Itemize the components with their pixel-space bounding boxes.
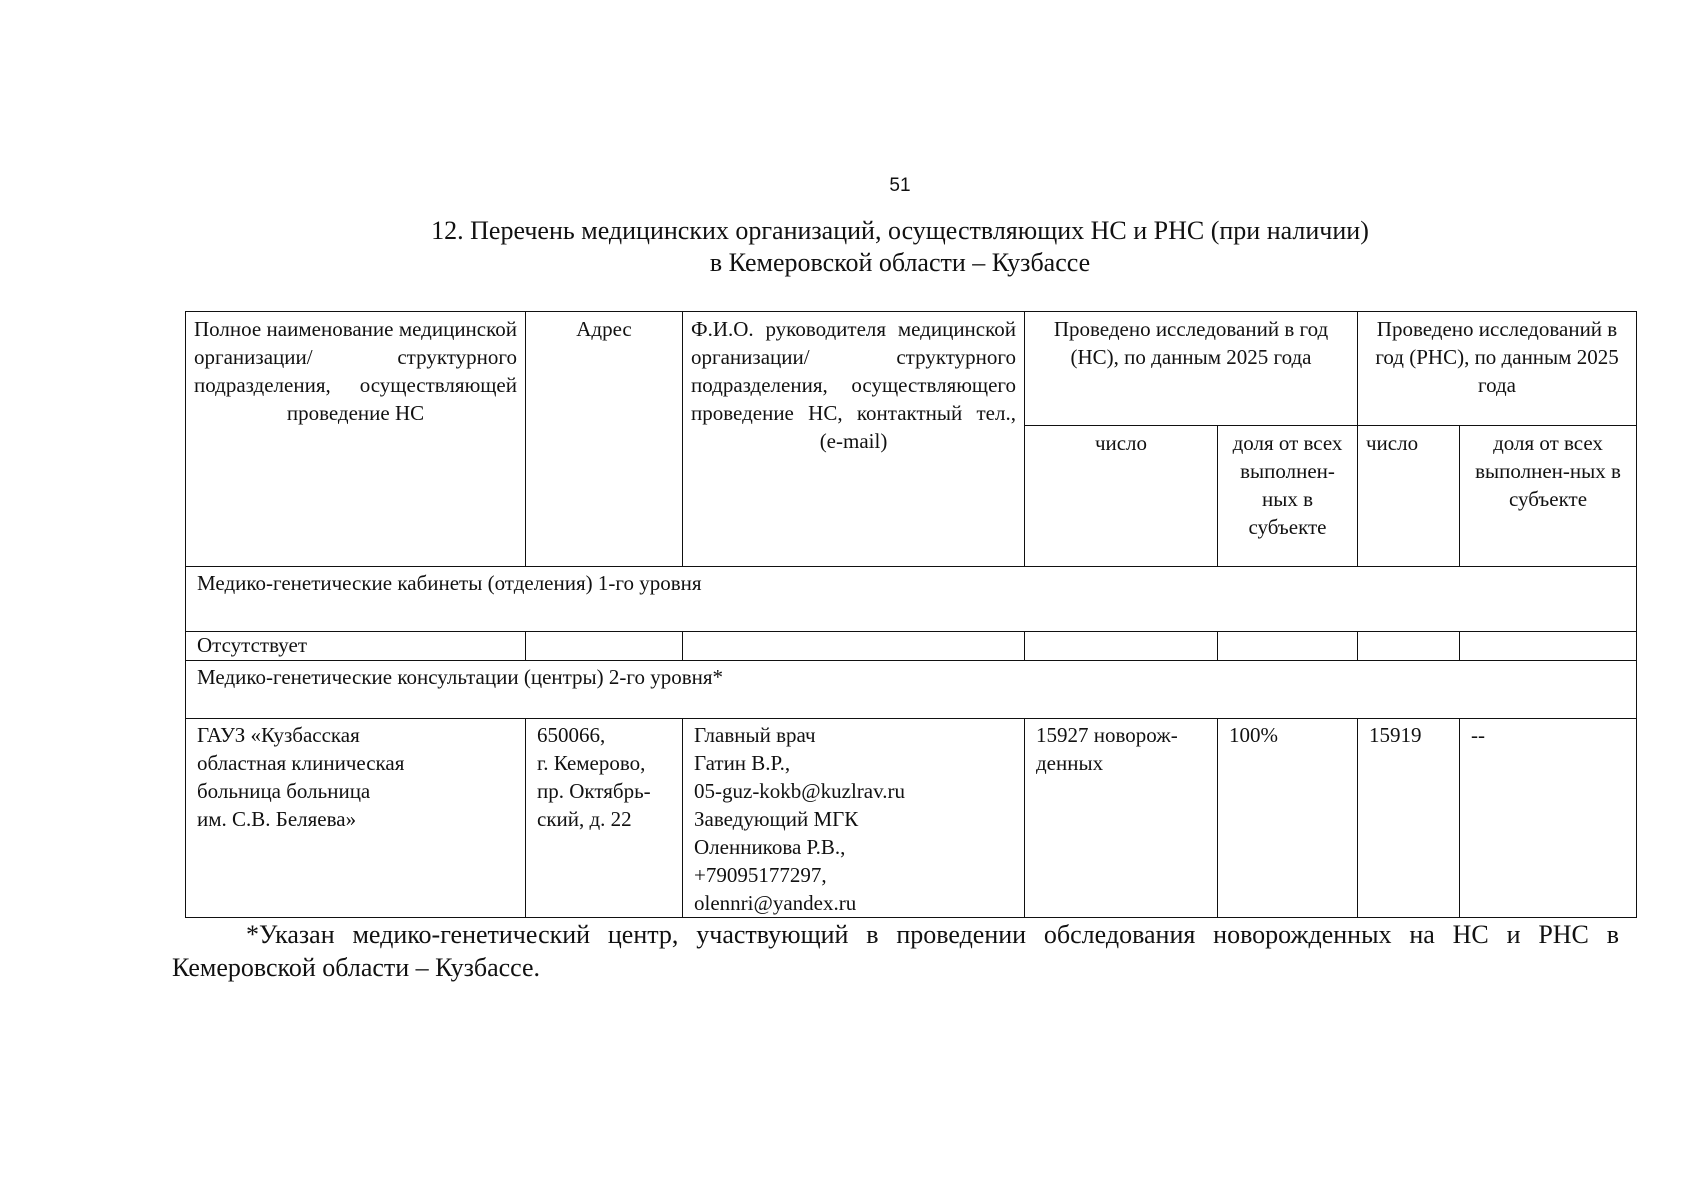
table-row — [186, 632, 1637, 661]
organizations-table — [185, 311, 1637, 918]
empty-cell — [1025, 632, 1218, 661]
page-number: 51 — [889, 175, 911, 196]
footnote-line-1: *Указан медико-генетический центр, участвующий в проведении обследования новорожденных на НС и РНС в — [246, 920, 1619, 949]
header-head: Ф.И.О. руководителя медицинской организации/ структурного подразделения, осуществляющего проведение НС, контактный тел., (e-mail) — [683, 312, 1025, 567]
header-address: Адрес — [526, 312, 683, 567]
empty-cell — [1218, 632, 1358, 661]
section-title-level-2: Медико-генетические консультации (центры) 2-го уровня* — [186, 661, 1637, 719]
section-title-level-1: Медико-генетические кабинеты (отделения) 1-го уровня — [186, 567, 1637, 632]
title-line-1: 12. Перечень медицинских организаций, осуществляющих НС и РНС (при наличии) — [431, 216, 1369, 245]
title-line-2: в Кемеровской области – Кузбассе — [709, 248, 1091, 277]
empty-cell — [683, 632, 1025, 661]
header-ns-group: Проведено исследований в год (НС), по данным 2025 года — [1025, 312, 1358, 426]
header-ns-count: число — [1025, 426, 1218, 567]
document-title — [0, 215, 1697, 279]
empty-cell — [526, 632, 683, 661]
footnote — [172, 918, 1619, 984]
rns-count-cell: 15919 — [1358, 719, 1460, 918]
header-rns-count: число — [1358, 426, 1460, 567]
footnote-line-2: Кемеровской области – Кузбассе. — [172, 953, 541, 982]
org-address-cell: 650066, г. Кемерово, пр. Октябрь- ский, д. 22 — [526, 719, 683, 918]
org-head-cell: Главный врач Гатин В.Р., 05-guz-kokb@kuzlrav.ru Заведующий МГК Оленникова Р.В., +79095177297, olennri@yandex.ru — [683, 719, 1025, 918]
empty-cell — [1358, 632, 1460, 661]
header-rns-group: Проведено исследований в год (РНС), по данным 2025 года — [1358, 312, 1637, 426]
header-row-1 — [186, 312, 1637, 426]
section-row-level-2 — [186, 661, 1637, 719]
absent-cell: Отсутствует — [186, 632, 526, 661]
empty-cell — [1460, 632, 1637, 661]
header-name: Полное наименование медицинской организации/ структурного подразделения, осуществляющей проведение НС — [186, 312, 526, 567]
table-row — [186, 719, 1637, 918]
header-rns-share: доля от всех выполнен-ных в субъекте — [1460, 426, 1637, 567]
rns-share-cell: -- — [1460, 719, 1637, 918]
header-ns-share: доля от всех выполнен-ных в субъекте — [1218, 426, 1358, 567]
ns-share-cell: 100% — [1218, 719, 1358, 918]
section-row-level-1 — [186, 567, 1637, 632]
ns-count-cell: 15927 новорож- денных — [1025, 719, 1218, 918]
org-name-cell: ГАУЗ «Кузбасская областная клиническая больница больница им. С.В. Беляева» — [186, 719, 526, 918]
